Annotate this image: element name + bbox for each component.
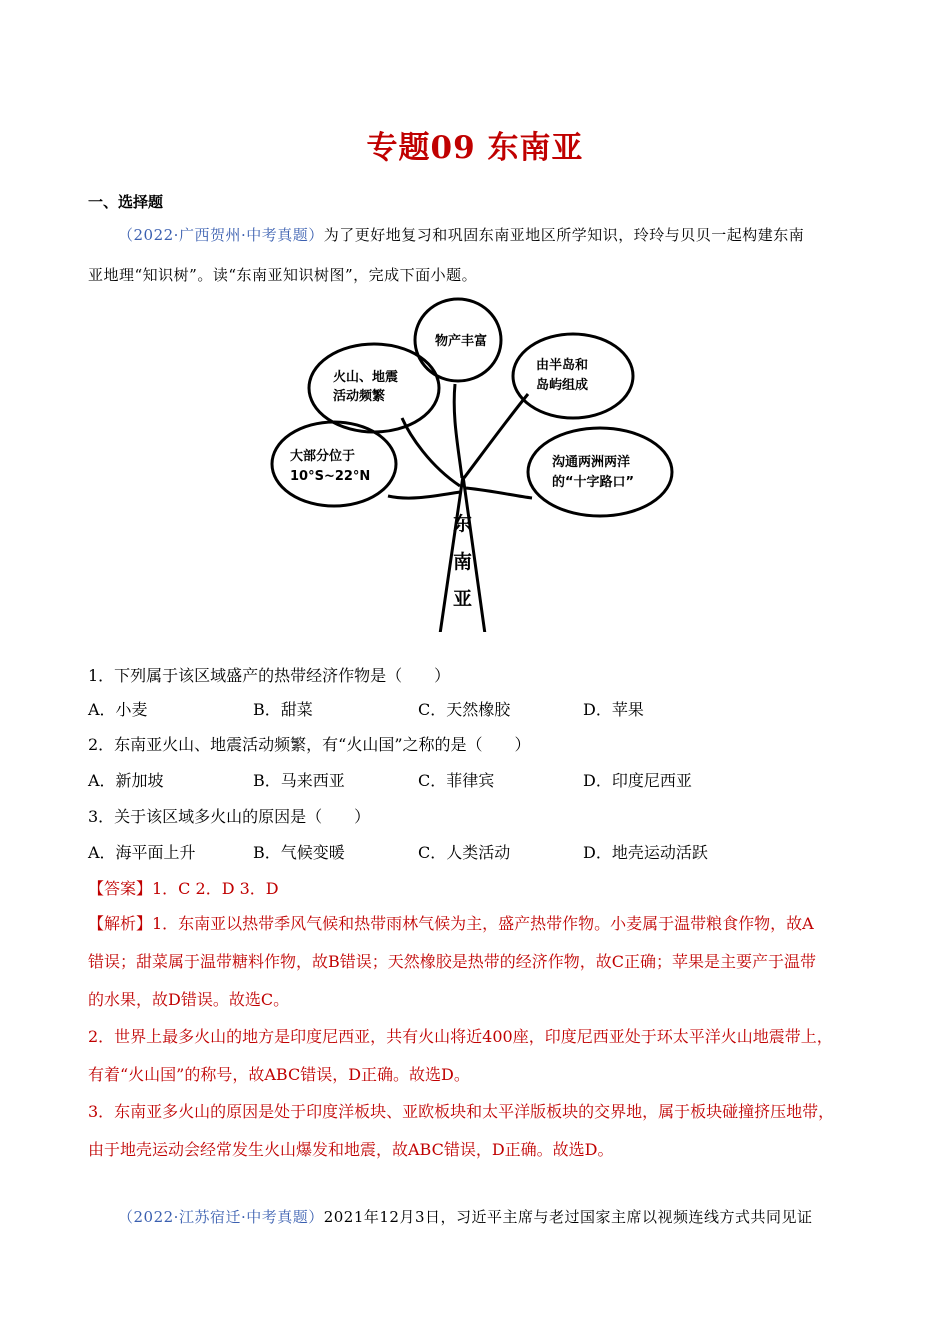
bubble-text: 的“十字路口” — [552, 475, 635, 490]
intro-line-2: 亚地理“知识树”。读“东南亚知识树图”，完成下面小题。 — [88, 266, 478, 284]
bubble-peninsula — [513, 334, 633, 418]
bubble-text: 火山、地震 — [333, 370, 399, 385]
section-heading: 一、选择题 — [88, 193, 164, 211]
bubble-volcano — [309, 344, 439, 432]
question-source: （2022·广西贺州·中考真题） — [118, 226, 324, 244]
option-c: C．天然橡胶 — [418, 700, 511, 719]
bubble-crossroads — [528, 428, 672, 516]
analysis-line: 错误；甜菜属于温带糖料作物，故B错误；天然橡胶是热带的经济作物，故C正确；苹果是主要产于温带 — [88, 952, 817, 971]
analysis-line: 【解析】1．东南亚以热带季风气候和热带雨林气候为主，盛产热带作物。小麦属于温带粮食作物，故A — [88, 914, 814, 933]
page-title: 专题09 东南亚 — [366, 130, 584, 166]
bubble-text: 10°S~22°N — [290, 469, 371, 484]
bubble-text: 由半岛和 — [536, 358, 589, 373]
bubble-latitude — [272, 422, 396, 506]
intro-line-1: （2022·广西贺州·中考真题）为了更好地复习和巩固东南亚地区所学知识，玲玲与贝贝一起构建东南 — [118, 226, 805, 244]
option-d: D．印度尼西亚 — [583, 771, 692, 790]
next-question-line: （2022·江苏宿迁·中考真题）2021年12月3日，习近平主席与老过国家主席以视频连线方式共同见证 — [118, 1208, 813, 1226]
option-b: B．气候变暖 — [253, 843, 345, 862]
analysis-line: 2．世界上最多火山的地方是印度尼西亚，共有火山将近400座，印度尼西亚处于环太平洋火山地震带上， — [88, 1027, 833, 1046]
bubble-text: 物产丰富 — [435, 334, 488, 349]
bubble-text: 岛屿组成 — [536, 378, 589, 393]
analysis-line: 由于地壳运动会经常发生火山爆发和地震，故ABC错误，D正确。故选D。 — [88, 1140, 614, 1159]
option-b: B．马来西亚 — [253, 771, 345, 790]
option-a: A．小麦 — [88, 700, 148, 719]
option-d: D．地壳运动活跃 — [583, 843, 708, 862]
analysis-line: 有着“火山国”的称号，故ABC错误，D正确。故选D。 — [88, 1065, 470, 1084]
knowledge-tree-figure — [270, 296, 675, 632]
question-source: （2022·江苏宿迁·中考真题） — [118, 1208, 324, 1226]
analysis-line: 的水果，故D错误。故选C。 — [88, 990, 290, 1009]
option-d: D．苹果 — [583, 700, 644, 719]
option-a: A．海平面上升 — [88, 843, 196, 862]
bubble-text: 活动频繁 — [333, 389, 386, 404]
option-c: C．人类活动 — [418, 843, 511, 862]
bubble-text: 沟通两洲两洋 — [552, 455, 631, 470]
bubble-text: 大部分位于 — [290, 449, 356, 464]
question-2: 2．东南亚火山、地震活动频繁，有“火山国”之称的是（ ） — [88, 735, 531, 754]
trunk-char: 南 — [453, 551, 473, 573]
trunk-char: 亚 — [453, 588, 473, 610]
answer-line: 【答案】1．C 2．D 3．D — [88, 879, 279, 898]
option-b: B．甜菜 — [253, 700, 313, 719]
trunk-char: 东 — [453, 513, 473, 535]
question-3: 3．关于该区域多火山的原因是（ ） — [88, 807, 371, 826]
option-c: C．菲律宾 — [418, 771, 495, 790]
question-1: 1．下列属于该区域盛产的热带经济作物是（ ） — [88, 666, 451, 685]
analysis-line: 3．东南亚多火山的原因是处于印度洋板块、亚欧板块和太平洋版板块的交界地，属于板块碰撞挤压地带， — [88, 1102, 835, 1121]
option-a: A．新加坡 — [88, 771, 164, 790]
